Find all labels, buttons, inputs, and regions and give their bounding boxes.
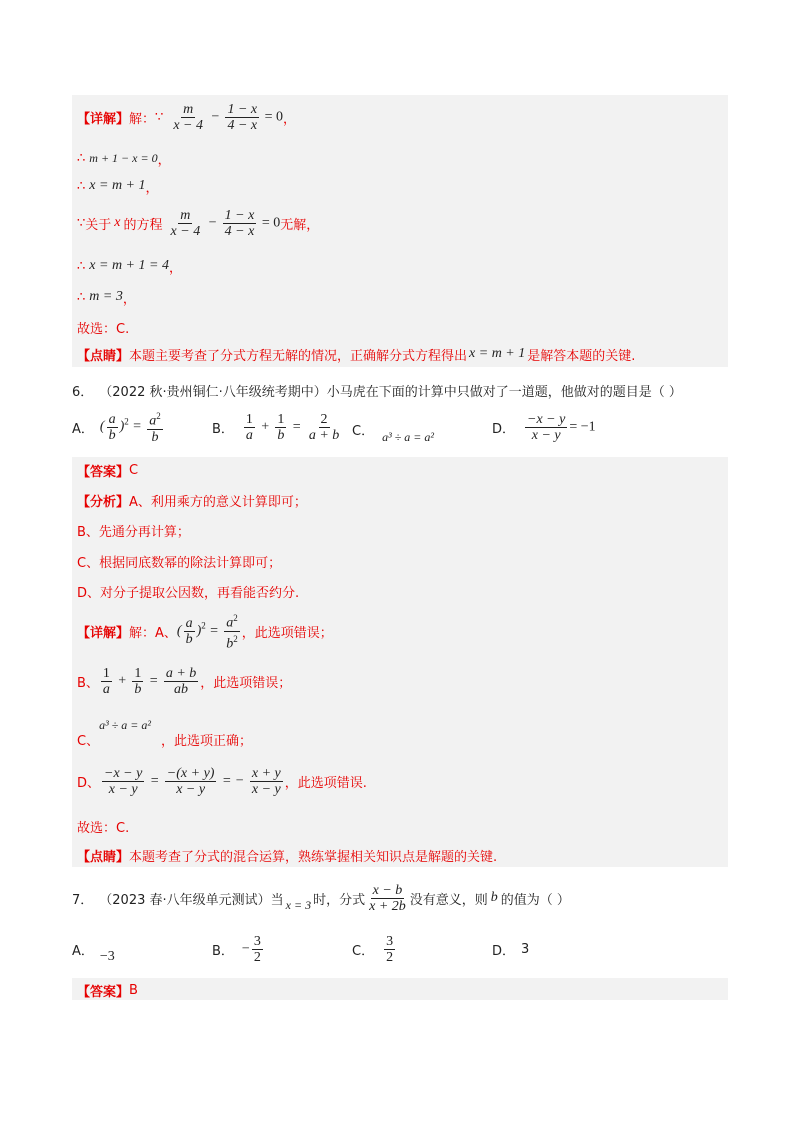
comment-line: 【点睛】 本题主要考查了分式方程无解的情况，正确解分式方程得出 x = m + 1 是解答本题的关键. — [77, 346, 636, 364]
q7-option-c: C． $\frac{3}{2}$ — [352, 933, 394, 965]
analysis-line-c: C、根据同底数幂的除法计算即可； — [77, 555, 282, 571]
answer-line: 【答案】 C — [77, 462, 139, 480]
detail-line-1: 【详解】 解： ∵ $\frac{m}{x - 4}$ − $\frac{1 - x}{4 - x}$ = 0 ， — [77, 101, 297, 133]
detail-tag: 【详解】 — [77, 111, 130, 127]
detail-line-d: D、 $\frac{-x - y}{x - y}$ = $\frac{-(x + y)}{x - y}$ = − $\frac{x + y}{x - y}$ ，此选项错误. — [77, 765, 367, 797]
detail-line-b: B、 $\frac{1}{a}$ + $\frac{1}{b}$ = $\frac{a + b}{ab}$ ，此选项错误； — [77, 665, 292, 697]
q6-option-c: C． a³ ÷ a = a² — [352, 423, 434, 444]
comment-line: 【点睛】 本题考查了分式的混合运算，熟练掌握相关知识点是解题的关键. — [77, 849, 498, 865]
solution-box-7 — [72, 978, 728, 1000]
choice-line: 故选：C. — [77, 820, 130, 836]
choice-line: 故选：C. — [77, 321, 130, 337]
equation: $\frac{m}{x - 4}$ − $\frac{1 - x}{4 - x}$ = 0 — [170, 207, 281, 239]
detail-line-3: ∴ x = m + 1 ， — [77, 178, 159, 196]
q7-option-d: D． 3 — [492, 941, 530, 959]
detail-line-5: ∴ x = m + 1 = 4 ， — [77, 258, 182, 276]
q6-option-a: A． ( $\frac{a}{b}$ )$^2$ = $\frac{a^2}{b}$ — [72, 411, 161, 445]
analysis-line-d: D、对分子提取公因数，再看能否约分. — [77, 585, 300, 601]
q6-option-b: B． $\frac{1}{a}$ + $\frac{1}{b}$ = $\frac{2}{a + b}$ — [212, 411, 340, 443]
detail-line-4: ∵ 关于 x 的方程 $\frac{m}{x - 4}$ − $\frac{1 - x}{4 - x}$ = 0 无解 ， — [77, 207, 320, 239]
detail-line-c: C、 a³ ÷ a = a² ，此选项正确； — [77, 717, 252, 749]
detail-line-a: 【详解】 解：A、 ( $\frac{a}{b}$ )$^2$ = $\frac{a^2}{b^2}$ ，此选项错误； — [77, 612, 333, 652]
analysis-line-b: B、先通分再计算； — [77, 524, 190, 540]
detail-line-2: ∴ m + 1 − x = 0 ， — [77, 150, 171, 168]
detail-line-6: ∴ m = 3 ， — [77, 289, 136, 307]
q7-option-a: A． −3 — [72, 943, 115, 964]
question-7: 7． （2023 春·八年级单元测试） 当 x = 3 时，分式 $\frac{x - b}{x + 2b}$ 没有意义，则 b 的值为（ ） — [72, 882, 570, 914]
answer-line: 【答案】 B — [77, 982, 138, 1000]
q7-option-b: B． − $\frac{3}{2}$ — [212, 933, 261, 965]
equation: $\frac{m}{x - 4}$ − $\frac{1 - x}{4 - x}$ = 0 — [173, 101, 284, 133]
q6-option-d: D． $\frac{-x - y}{x - y}$ = −1 — [492, 411, 596, 443]
question-6: 6． （2022 秋·贵州铜仁·八年级统考期中） 小马虎在下面的计算中只做对了一道题，他做对的题目是（ ） — [72, 384, 682, 400]
analysis-line-a: 【分析】 A、利用乘方的意义计算即可； — [77, 494, 307, 510]
